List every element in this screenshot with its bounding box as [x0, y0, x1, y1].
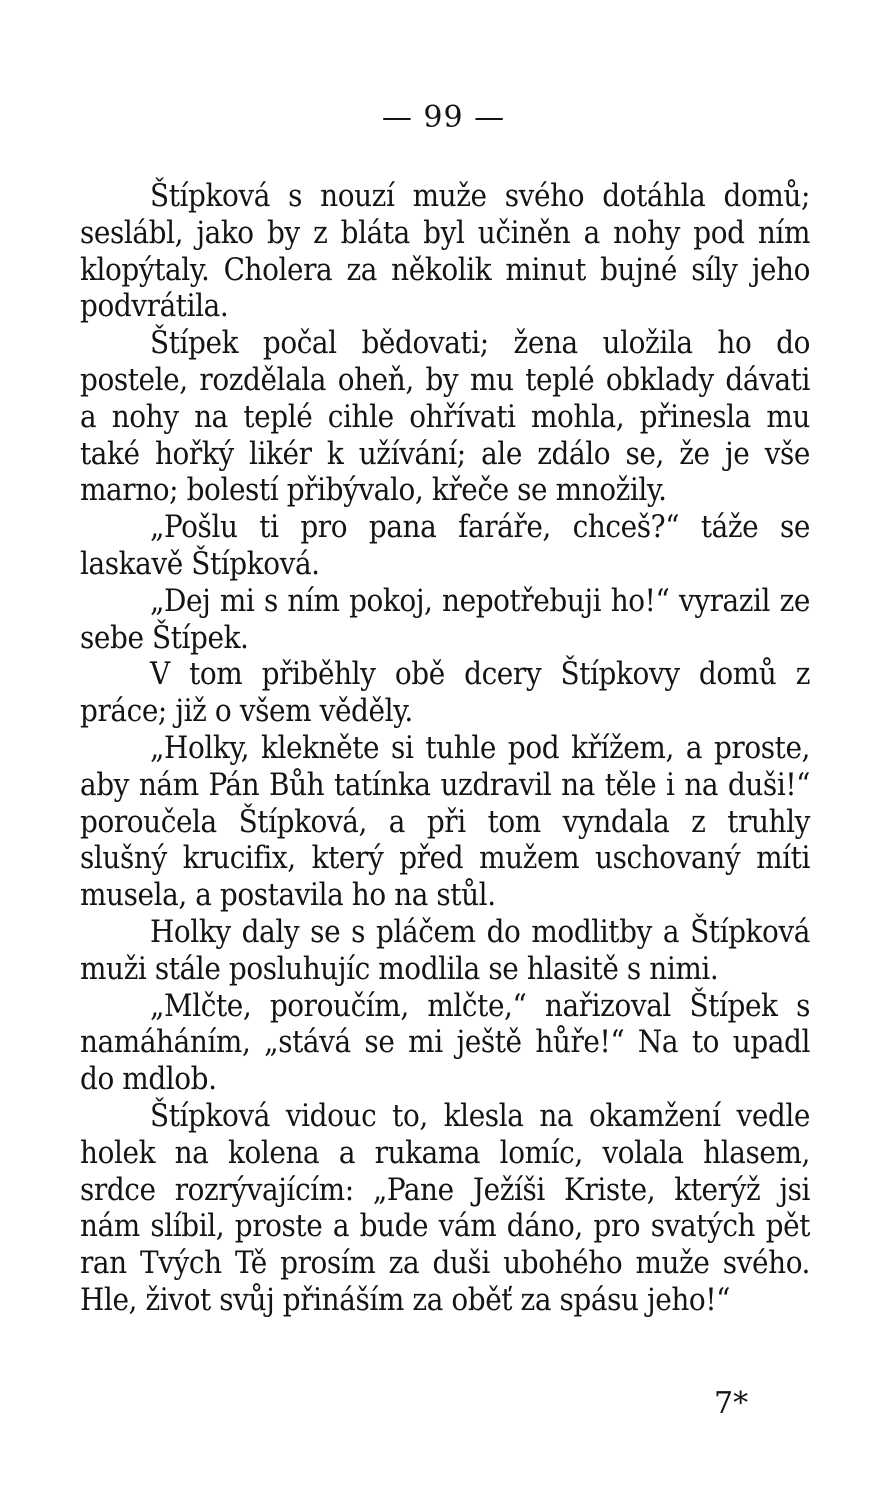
paragraph: „Pošlu ti pro pana faráře, chceš?“ táže se laskavě Štípková. — [80, 509, 810, 582]
body-text — [80, 178, 810, 1319]
page-number: — 99 — — [381, 100, 506, 135]
paragraph: „Mlčte, poroučím, mlčte,“ nařizoval Štípek s namáháním, „stává se mi ještě hůře!“ Na to upadl do mdlob. — [80, 987, 810, 1098]
paragraph: Štípková vidouc to, klesla na okamžení vedle holek na kolena a rukama lomíc, volala hlasem, srdce rozrývajícím: „Pane Ježíši Kriste, kterýž jsi nám slíbil, proste a bude vám dáno, pro svatých pět ran Tvých Tě prosím za duši ubohého muže svého. Hle, život svůj přináším za oběť za spásu jeho!“ — [80, 1097, 810, 1318]
paragraph: „Dej mi s ním pokoj, nepotřebuji ho!“ vyrazil ze sebe Štípek. — [80, 582, 810, 656]
paragraph: V tom přiběhly obě dcery Štípkovy domů z práce; již o všem věděly. — [80, 656, 810, 730]
paragraph: Holky daly se s pláčem do modlitby a Štípková muži stále posluhujíc modlila se hlasitě s nimi. — [80, 913, 810, 987]
paragraph: Štípek počal bědovati; žena uložila ho do postele, rozdělala oheň, by mu teplé obklady dávati a nohy na teplé cihle ohřívati mohla, přinesla mu také hořký likér k užívání; ale zdálo se, že je vše marno; bolestí přibývalo, křeče se množily. — [80, 325, 810, 509]
printer-signature-mark: 7* — [714, 1386, 749, 1421]
paragraph: „Holky, klekněte si tuhle pod křížem, a proste, aby nám Pán Bůh tatínka uzdravil na těle i na duši!“ poroučela Štípková, a při tom vyndala z truhly slušný krucifix, který před mužem uschovaný míti musela, a postavila ho na stůl. — [80, 729, 810, 914]
paragraph: Štípková s nouzí muže svého dotáhla domů; seslábl, jako by z bláta byl učiněn a nohy pod ním klopýtaly. Cholera za několik minut bujné síly jeho podvrátila. — [80, 178, 810, 325]
